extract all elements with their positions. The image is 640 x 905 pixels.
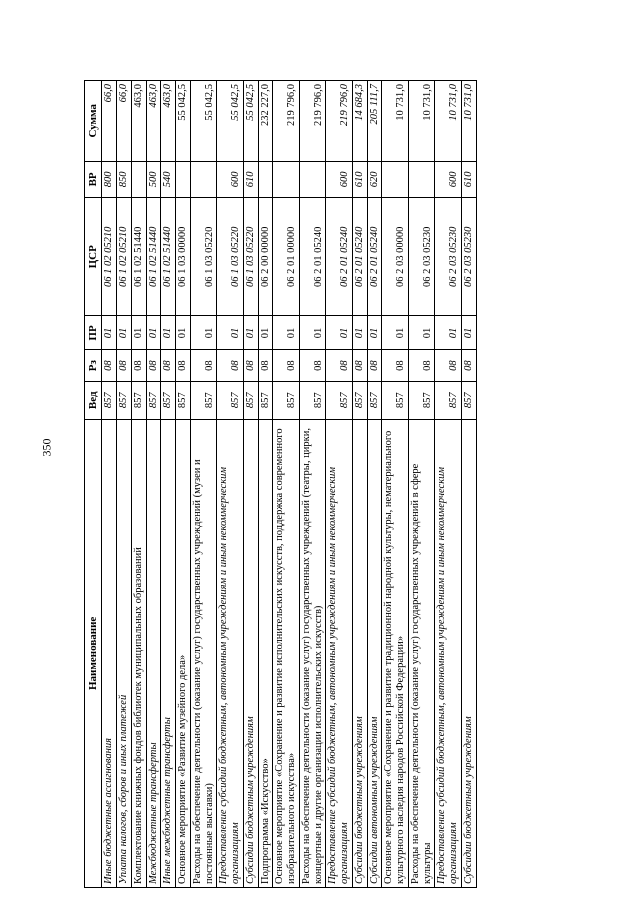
- cell-pr: 01: [352, 316, 367, 350]
- table-row: [161, 81, 176, 888]
- cell-pr: 01: [243, 316, 258, 350]
- cell-sum: 66,0: [117, 81, 132, 162]
- cell-ved: 857: [176, 381, 191, 419]
- cell-name: Предоставление субсидий бюджетным, автономным учреждениям и иным некоммерческим организациям: [217, 419, 244, 887]
- cell-vr: 800: [102, 161, 117, 198]
- cell-name: Субсидии бюджетным учреждениям: [461, 419, 476, 887]
- table-row: [146, 81, 161, 888]
- cell-vr: [382, 161, 409, 198]
- cell-pr: 01: [217, 316, 244, 350]
- cell-pr: 01: [190, 316, 217, 350]
- cell-name: Расходы на обеспечение деятельности (оказание услуг) государственных учреждений (театры, цирки, концертные и другие организации исполнительских искусств): [299, 419, 326, 887]
- cell-pr: 01: [117, 316, 132, 350]
- cell-name: Межбюджетные трансферты: [146, 419, 161, 887]
- cell-pr: 01: [131, 316, 146, 350]
- cell-name: Расходы на обеспечение деятельности (оказание услуг) государственных учреждений в сфере культуры: [408, 419, 435, 887]
- cell-vr: [176, 161, 191, 198]
- cell-pr: 01: [273, 316, 300, 350]
- table-row: [352, 81, 367, 888]
- cell-sum: 55 042,5: [190, 81, 217, 162]
- cell-csr: 06 1 03 05220: [217, 198, 244, 316]
- cell-csr: 06 1 02 05210: [117, 198, 132, 316]
- cell-vr: [408, 161, 435, 198]
- cell-name: Иные бюджетные ассигнования: [102, 419, 117, 887]
- header-vr: ВР: [85, 161, 102, 198]
- cell-rz: 08: [117, 350, 132, 381]
- table-header-row: [85, 81, 102, 888]
- cell-vr: [273, 161, 300, 198]
- table-row: [217, 81, 244, 888]
- cell-vr: 600: [326, 161, 353, 198]
- cell-sum: 219 796,0: [299, 81, 326, 162]
- cell-pr: 01: [258, 316, 273, 350]
- cell-vr: 500: [146, 161, 161, 198]
- table-row: [435, 81, 462, 888]
- cell-rz: 08: [408, 350, 435, 381]
- cell-sum: 205 111,7: [367, 81, 382, 162]
- cell-ved: 857: [367, 381, 382, 419]
- cell-csr: 06 1 02 51440: [131, 198, 146, 316]
- cell-ved: 857: [117, 381, 132, 419]
- cell-sum: 219 796,0: [273, 81, 300, 162]
- header-pr: ПР: [85, 316, 102, 350]
- cell-csr: 06 2 01 05240: [326, 198, 353, 316]
- table-row: [176, 81, 191, 888]
- table-row: [326, 81, 353, 888]
- cell-sum: 463,0: [146, 81, 161, 162]
- cell-name: Основное мероприятие «Развитие музейного дела»: [176, 419, 191, 887]
- cell-rz: 08: [382, 350, 409, 381]
- table-row: [131, 81, 146, 888]
- cell-vr: 600: [217, 161, 244, 198]
- table-row: [461, 81, 476, 888]
- cell-ved: 857: [243, 381, 258, 419]
- cell-ved: 857: [161, 381, 176, 419]
- cell-rz: 08: [176, 350, 191, 381]
- cell-rz: 08: [461, 350, 476, 381]
- cell-sum: 55 042,5: [176, 81, 191, 162]
- cell-pr: 01: [408, 316, 435, 350]
- cell-vr: 620: [367, 161, 382, 198]
- cell-name: Иные межбюджетные трансферты: [161, 419, 176, 887]
- cell-vr: 540: [161, 161, 176, 198]
- cell-sum: 219 796,0: [326, 81, 353, 162]
- cell-pr: 01: [299, 316, 326, 350]
- cell-ved: 857: [217, 381, 244, 419]
- table-row: [408, 81, 435, 888]
- cell-sum: 463,0: [161, 81, 176, 162]
- cell-rz: 08: [326, 350, 353, 381]
- cell-csr: 06 1 02 05210: [102, 198, 117, 316]
- cell-ved: 857: [326, 381, 353, 419]
- cell-csr: 06 2 01 05240: [352, 198, 367, 316]
- cell-pr: 01: [161, 316, 176, 350]
- table-row: [382, 81, 409, 888]
- table-row: [273, 81, 300, 888]
- cell-vr: 850: [117, 161, 132, 198]
- cell-csr: 06 2 01 00000: [273, 198, 300, 316]
- cell-csr: 06 2 03 05230: [435, 198, 462, 316]
- cell-sum: 463,0: [131, 81, 146, 162]
- rotated-table-container: [84, 80, 546, 888]
- cell-rz: 08: [146, 350, 161, 381]
- header-rz: Рз: [85, 350, 102, 381]
- cell-pr: 01: [102, 316, 117, 350]
- cell-ved: 857: [190, 381, 217, 419]
- cell-pr: 01: [367, 316, 382, 350]
- cell-vr: [299, 161, 326, 198]
- cell-vr: [190, 161, 217, 198]
- cell-name: Основное мероприятие «Сохранение и развитие традиционной народной культуры, нематериального культурного наследия народов Российской Федерации»: [382, 419, 409, 887]
- cell-sum: 10 731,0: [461, 81, 476, 162]
- header-sum: Сумма: [85, 81, 102, 162]
- table-row: [367, 81, 382, 888]
- cell-vr: 610: [461, 161, 476, 198]
- cell-csr: 06 2 03 00000: [382, 198, 409, 316]
- cell-name: Расходы на обеспечение деятельности (оказание услуг) государственных учреждений (музеи и постоянные выставки): [190, 419, 217, 887]
- cell-rz: 08: [190, 350, 217, 381]
- cell-csr: 06 2 01 05240: [299, 198, 326, 316]
- cell-rz: 08: [367, 350, 382, 381]
- cell-vr: [258, 161, 273, 198]
- cell-pr: 01: [435, 316, 462, 350]
- cell-sum: 14 684,3: [352, 81, 367, 162]
- cell-vr: [131, 161, 146, 198]
- cell-csr: 06 2 01 05240: [367, 198, 382, 316]
- cell-sum: 10 731,0: [382, 81, 409, 162]
- cell-csr: 06 1 03 05220: [243, 198, 258, 316]
- table-row: [117, 81, 132, 888]
- cell-sum: 10 731,0: [435, 81, 462, 162]
- cell-sum: 55 042,5: [243, 81, 258, 162]
- cell-sum: 10 731,0: [408, 81, 435, 162]
- cell-vr: 610: [243, 161, 258, 198]
- cell-csr: 06 1 03 00000: [176, 198, 191, 316]
- cell-csr: 06 2 00 00000: [258, 198, 273, 316]
- cell-rz: 08: [131, 350, 146, 381]
- cell-pr: 01: [146, 316, 161, 350]
- cell-name: Комплектование книжных фондов библиотек муниципальных образований: [131, 419, 146, 887]
- cell-ved: 857: [299, 381, 326, 419]
- cell-name: Подпрограмма «Искусство»: [258, 419, 273, 887]
- cell-csr: 06 2 03 05230: [461, 198, 476, 316]
- cell-pr: 01: [326, 316, 353, 350]
- cell-pr: 01: [382, 316, 409, 350]
- cell-csr: 06 1 02 51440: [146, 198, 161, 316]
- table-row: [190, 81, 217, 888]
- cell-rz: 08: [161, 350, 176, 381]
- cell-sum: 232 227,0: [258, 81, 273, 162]
- cell-csr: 06 2 03 05230: [408, 198, 435, 316]
- cell-vr: 610: [352, 161, 367, 198]
- table-row: [102, 81, 117, 888]
- cell-rz: 08: [435, 350, 462, 381]
- cell-name: Предоставление субсидий бюджетным, автономным учреждениям и иным некоммерческим организациям: [326, 419, 353, 887]
- cell-ved: 857: [435, 381, 462, 419]
- cell-ved: 857: [408, 381, 435, 419]
- header-csr: ЦСР: [85, 198, 102, 316]
- cell-rz: 08: [217, 350, 244, 381]
- table-row: [299, 81, 326, 888]
- header-ved: Вед: [85, 381, 102, 419]
- cell-ved: 857: [146, 381, 161, 419]
- cell-ved: 857: [273, 381, 300, 419]
- table-body: [102, 81, 476, 888]
- cell-rz: 08: [273, 350, 300, 381]
- cell-ved: 857: [352, 381, 367, 419]
- cell-name: Субсидии бюджетным учреждениям: [243, 419, 258, 887]
- cell-name: Субсидии бюджетным учреждениям: [352, 419, 367, 887]
- cell-rz: 08: [102, 350, 117, 381]
- cell-ved: 857: [131, 381, 146, 419]
- cell-vr: 600: [435, 161, 462, 198]
- cell-name: Уплата налогов, сборов и иных платежей: [117, 419, 132, 887]
- cell-ved: 857: [382, 381, 409, 419]
- cell-rz: 08: [352, 350, 367, 381]
- cell-csr: 06 1 03 05220: [190, 198, 217, 316]
- cell-csr: 06 1 02 51440: [161, 198, 176, 316]
- cell-ved: 857: [461, 381, 476, 419]
- cell-ved: 857: [258, 381, 273, 419]
- cell-pr: 01: [176, 316, 191, 350]
- cell-name: Предоставление субсидий бюджетным, автономным учреждениям и иным некоммерческим организациям: [435, 419, 462, 887]
- table-row: [258, 81, 273, 888]
- table-row: [243, 81, 258, 888]
- cell-ved: 857: [102, 381, 117, 419]
- cell-rz: 08: [299, 350, 326, 381]
- cell-sum: 66,0: [102, 81, 117, 162]
- header-name: Наименование: [85, 419, 102, 887]
- cell-name: Субсидии автономным учреждениям: [367, 419, 382, 887]
- budget-table: [84, 80, 477, 888]
- cell-rz: 08: [243, 350, 258, 381]
- cell-sum: 55 042,5: [217, 81, 244, 162]
- cell-pr: 01: [461, 316, 476, 350]
- page-number: 350: [39, 438, 54, 457]
- cell-name: Основное мероприятие «Сохранение и развитие исполнительских искусств, поддержка современного изобразительного искусства»: [273, 419, 300, 887]
- cell-rz: 08: [258, 350, 273, 381]
